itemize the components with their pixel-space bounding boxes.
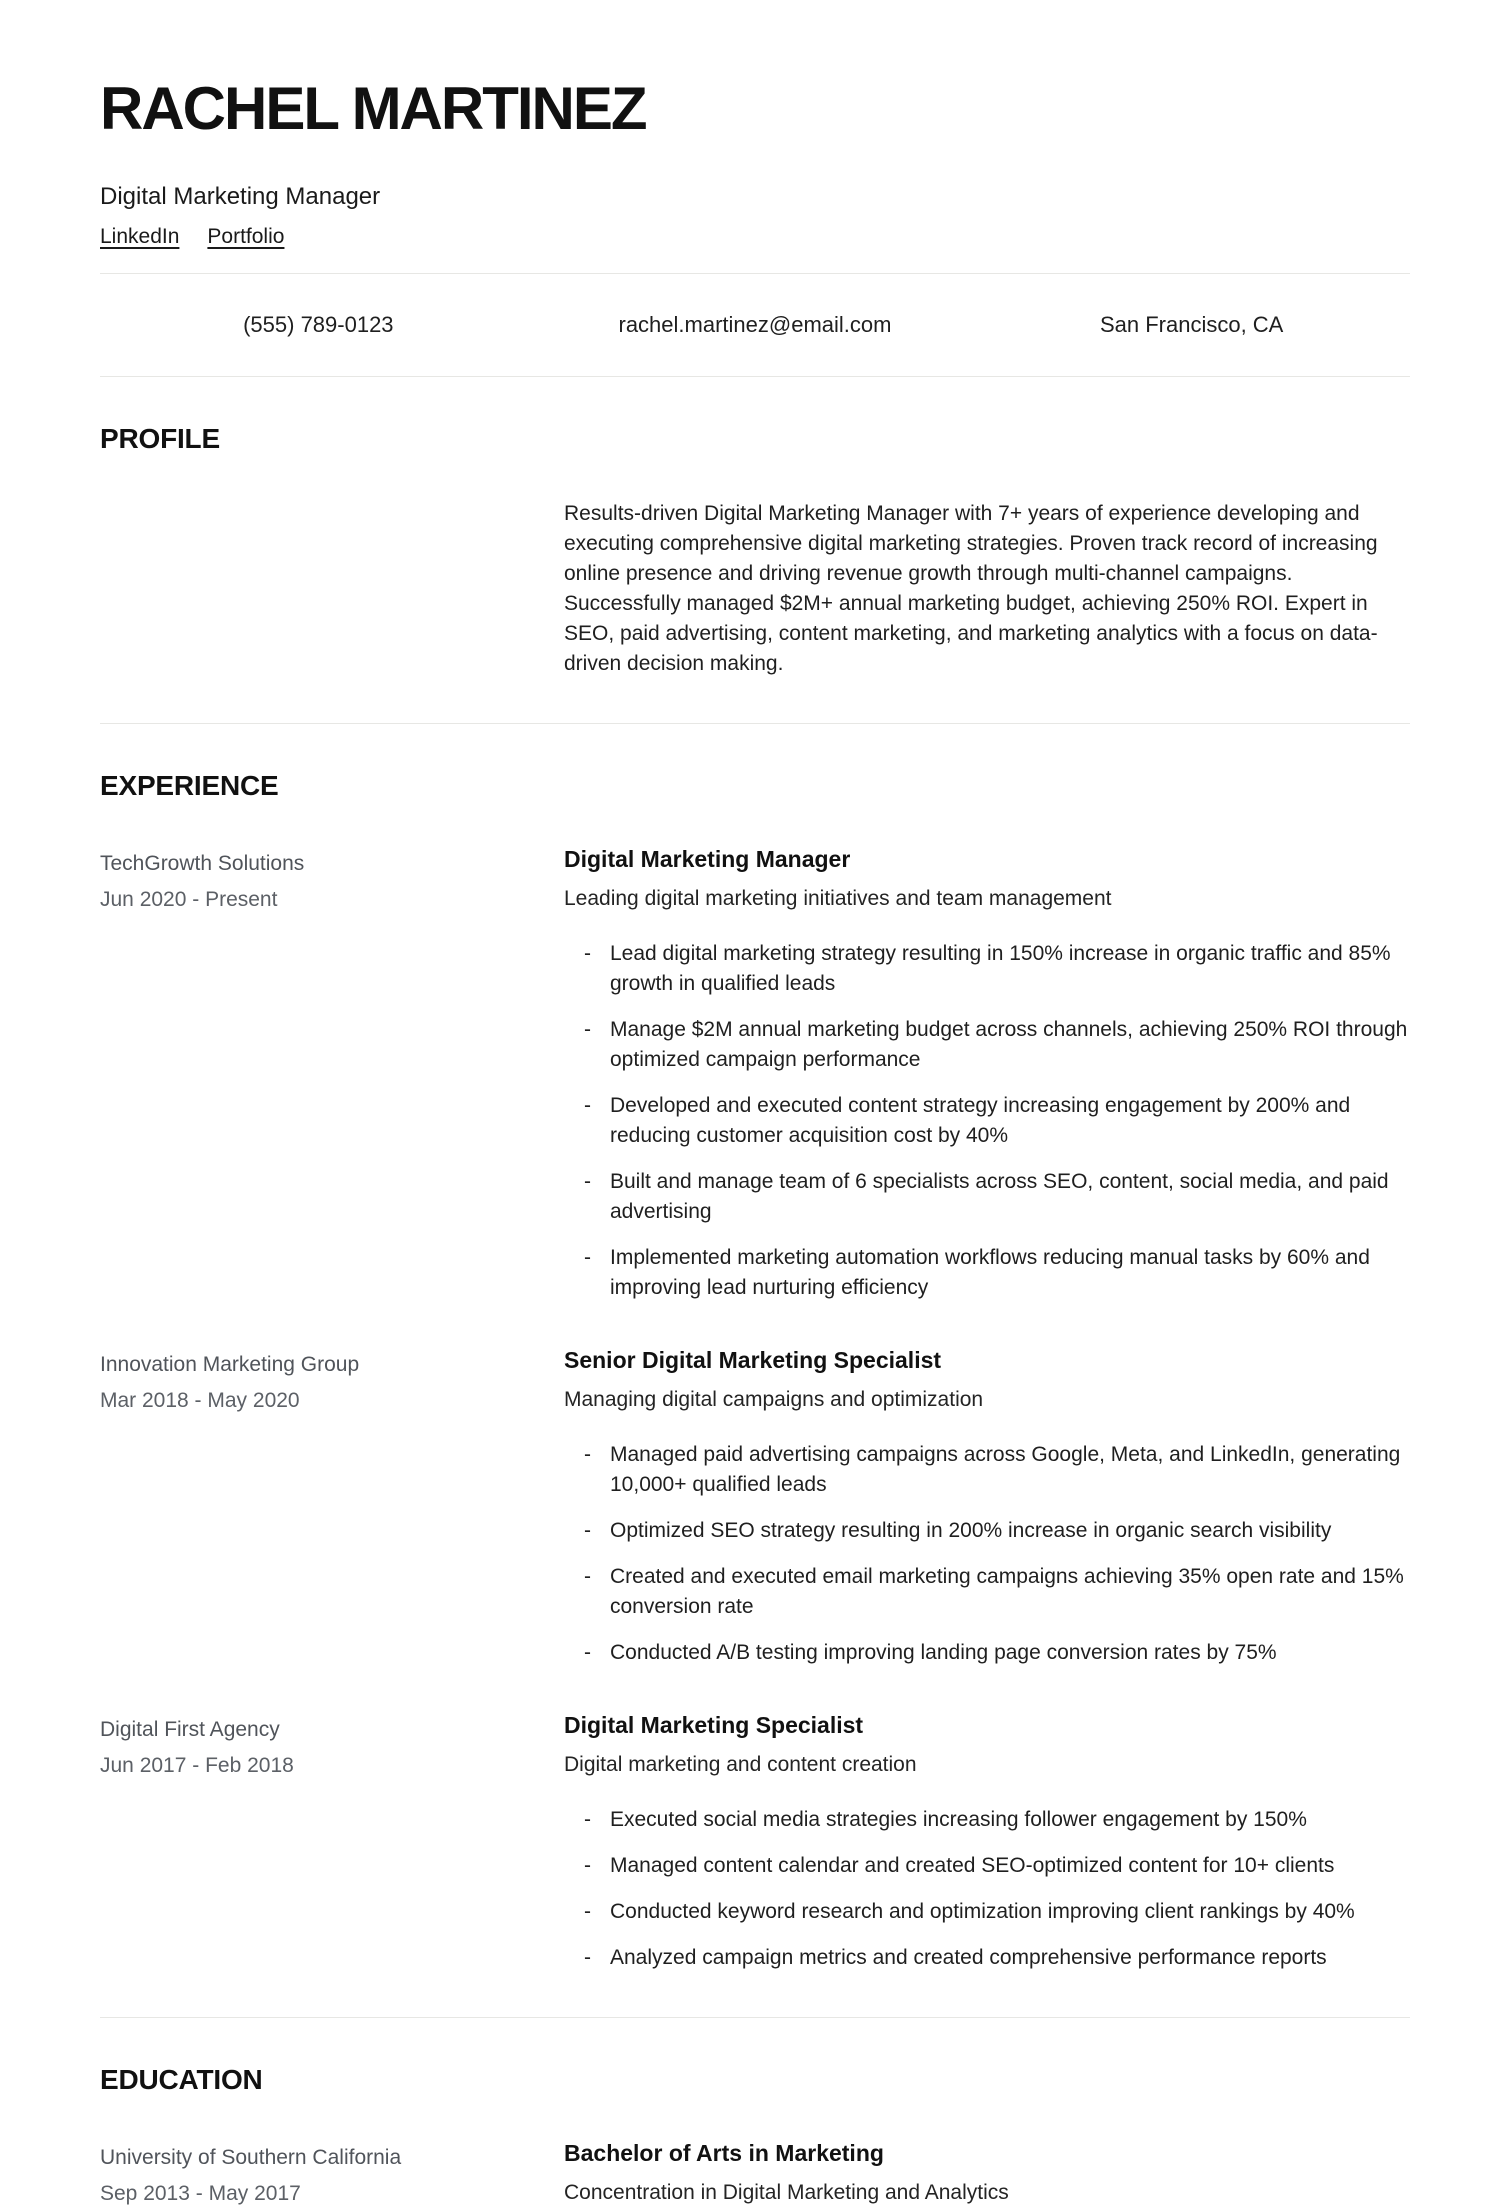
- bullet-item: - Built and manage team of 6 specialists across SEO, content, social media, and paid advertising: [564, 1167, 1410, 1227]
- role-subtitle: Leading digital marketing initiatives and team management: [564, 887, 1112, 910]
- linkedin-link[interactable]: LinkedIn: [100, 225, 180, 248]
- school-name: University of Southern California: [100, 2146, 402, 2169]
- section-profile: [100, 423, 1410, 724]
- bullet-item: - Optimized SEO strategy resulting in 200% increase in organic search visibility: [564, 1516, 1410, 1546]
- experience-entry-meta: [100, 1712, 564, 1973]
- education-entry-body: [564, 2140, 1410, 2212]
- bullet-list: [564, 1805, 1410, 1973]
- bullet-item: - Managed paid advertising campaigns across Google, Meta, and LinkedIn, generating 10,000+ qualified leads: [564, 1440, 1410, 1500]
- bullet-list: [564, 1440, 1410, 1668]
- experience-heading: EXPERIENCE: [100, 770, 279, 801]
- role-title: Digital Marketing Specialist: [564, 1712, 864, 1738]
- profile-summary: Results-driven Digital Marketing Manager with 7+ years of experience developing and executing comprehensive digital marketing strategies. Proven track record of increasing online presence and driving revenue growth through multi-channel campaigns. Successfully managed $2M+ annual marketing budget, achieving 250% ROI. Expert in SEO, paid advertising, content marketing, and marketing analytics with a focus on data-driven decision making.: [564, 502, 1378, 675]
- contact-location: San Francisco, CA: [1099, 312, 1284, 337]
- candidate-title: Digital Marketing Manager: [100, 183, 381, 210]
- bullet-item: - Lead digital marketing strategy resulting in 150% increase in organic traffic and 85% growth in qualified leads: [564, 939, 1410, 999]
- education-heading: EDUCATION: [100, 2064, 263, 2095]
- company-name: Digital First Agency: [100, 1718, 280, 1741]
- date-range: Sep 2013 - May 2017: [100, 2182, 301, 2205]
- experience-entry: [100, 1347, 1410, 1668]
- bullet-item: - Managed content calendar and created SEO-optimized content for 10+ clients: [564, 1851, 1410, 1881]
- role-subtitle: Digital marketing and content creation: [564, 1753, 917, 1776]
- profile-left-spacer: [100, 499, 564, 679]
- role-subtitle: Managing digital campaigns and optimization: [564, 1388, 984, 1411]
- bullet-item: - Created and executed email marketing campaigns achieving 35% open rate and 15% conversion rate: [564, 1562, 1410, 1622]
- bullet-item: - Conducted A/B testing improving landing page conversion rates by 75%: [564, 1638, 1410, 1668]
- profile-heading: PROFILE: [100, 423, 220, 454]
- bullet-item: - Implemented marketing automation workflows reducing manual tasks by 60% and improving lead nurturing efficiency: [564, 1243, 1410, 1303]
- experience-entry: [100, 846, 1410, 1303]
- degree-detail: Concentration in Digital Marketing and Analytics: [564, 2181, 1009, 2204]
- bullet-item: - Executed social media strategies increasing follower engagement by 150%: [564, 1805, 1410, 1835]
- experience-entry-body: [564, 1347, 1410, 1668]
- header-links: [100, 225, 1410, 274]
- contact-phone: (555) 789-0123: [243, 312, 394, 337]
- section-education: [100, 2064, 1410, 2212]
- role-title: Senior Digital Marketing Specialist: [564, 1347, 942, 1373]
- experience-entry-body: [564, 1712, 1410, 1973]
- experience-entry-meta: [100, 846, 564, 1303]
- section-experience: [100, 770, 1410, 2018]
- degree-title: Bachelor of Arts in Marketing: [564, 2140, 884, 2166]
- experience-entry-meta: [100, 1347, 564, 1668]
- experience-entry: [100, 1712, 1410, 1973]
- company-name: TechGrowth Solutions: [100, 852, 305, 875]
- date-range: Mar 2018 - May 2020: [100, 1389, 300, 1412]
- role-title: Digital Marketing Manager: [564, 846, 851, 872]
- contact-row: [100, 274, 1410, 377]
- bullet-item: - Analyzed campaign metrics and created comprehensive performance reports: [564, 1943, 1410, 1973]
- candidate-name: RACHEL MARTINEZ: [100, 75, 646, 142]
- education-entry: [100, 2140, 1410, 2212]
- contact-email: rachel.martinez@email.com: [618, 312, 892, 337]
- date-range: Jun 2020 - Present: [100, 888, 278, 911]
- portfolio-link[interactable]: Portfolio: [207, 225, 285, 248]
- bullet-item: - Conducted keyword research and optimization improving client rankings by 40%: [564, 1897, 1410, 1927]
- experience-entry-body: [564, 846, 1410, 1303]
- profile-entry: [100, 499, 1410, 679]
- company-name: Innovation Marketing Group: [100, 1353, 360, 1376]
- bullet-item: - Developed and executed content strategy increasing engagement by 200% and reducing customer acquisition cost by 40%: [564, 1091, 1410, 1151]
- date-range: Jun 2017 - Feb 2018: [100, 1754, 294, 1777]
- profile-content: [564, 499, 1410, 679]
- bullet-item: - Manage $2M annual marketing budget across channels, achieving 250% ROI through optimized campaign performance: [564, 1015, 1410, 1075]
- education-entry-meta: [100, 2140, 564, 2212]
- bullet-list: [564, 939, 1410, 1303]
